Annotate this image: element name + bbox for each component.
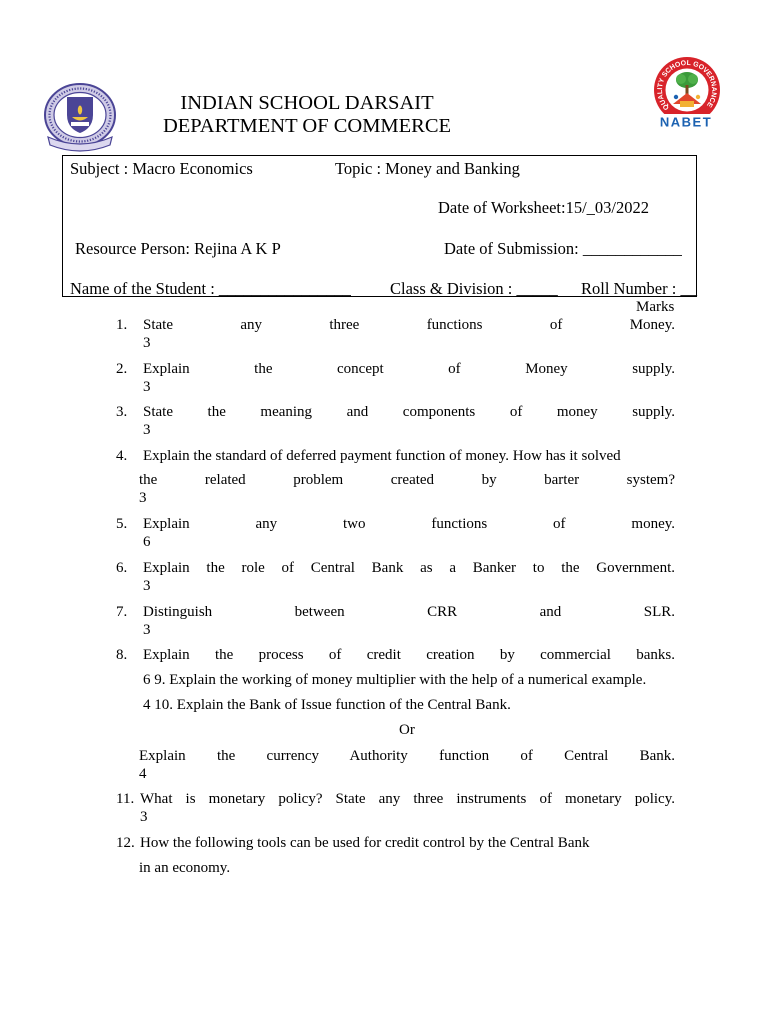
nabet-house-body xyxy=(680,101,694,107)
question-marks: 3 xyxy=(139,490,147,506)
class-division-field: Class & Division : _____ xyxy=(390,279,558,298)
question-number: 8. xyxy=(116,647,128,663)
question-text: Explain the standard of deferred payment function of money. How has it solved xyxy=(143,448,621,464)
question-4 xyxy=(0,447,768,507)
nabet-child-figure-yellow xyxy=(696,95,700,99)
question-3 xyxy=(0,403,768,439)
worksheet-info-box xyxy=(62,155,697,297)
alternative-question xyxy=(0,721,768,783)
question-number: 2. xyxy=(116,361,128,377)
question-text: State the meaning and components of money supply. xyxy=(143,404,675,420)
question-6 xyxy=(0,559,768,595)
question-number: 6. xyxy=(116,560,128,576)
question-5 xyxy=(0,515,768,551)
question-marks: 4 xyxy=(139,766,147,782)
question-8 xyxy=(0,646,768,714)
roll-number-field: Roll Number : __ xyxy=(581,279,697,298)
question-11 xyxy=(0,790,768,826)
nabet-ring-text-path: QUALITY SCHOOL GOVERNANCE xyxy=(656,59,718,111)
or-label: Or xyxy=(399,722,415,738)
question-12 xyxy=(0,834,768,877)
date-of-submission: Date of Submission: ____________ xyxy=(444,239,682,258)
marks-header: Marks xyxy=(636,299,675,315)
question-marks: 3 xyxy=(143,622,151,638)
question-number: 5. xyxy=(116,516,128,532)
question-text-continued: in an economy. xyxy=(139,860,231,876)
nabet-child-figure-blue xyxy=(674,95,678,99)
question-text-continued: 4 10. Explain the Bank of Issue function of the Central Bank. xyxy=(143,697,511,713)
date-of-worksheet: Date of Worksheet:15/_03/2022 xyxy=(438,198,649,217)
question-number: 1. xyxy=(116,317,128,333)
question-text-continued: 6 9. Explain the working of money multiplier with the help of a numerical example. xyxy=(143,672,647,688)
nabet-logo-icon xyxy=(636,54,736,134)
topic-label: Topic : Money and Banking xyxy=(335,159,520,178)
student-name-field: Name of the Student : ________________ xyxy=(70,279,351,298)
question-marks: 3 xyxy=(143,578,151,594)
department-name: DEPARTMENT OF COMMERCE xyxy=(162,115,452,137)
question-number: 7. xyxy=(116,604,128,620)
question-marks: 3 xyxy=(143,379,151,395)
nabet-wordmark: NABET xyxy=(659,114,713,130)
question-number: 4. xyxy=(116,448,128,464)
question-number: 12. xyxy=(116,835,135,851)
question-7 xyxy=(0,603,768,639)
question-marks: 3 xyxy=(143,335,151,351)
nabet-tree-leaf-right xyxy=(688,74,698,84)
question-text: Explain the currency Authority function of Central Bank. xyxy=(139,748,675,764)
question-marks: 3 xyxy=(140,809,148,825)
resource-person: Resource Person: Rejina A K P xyxy=(75,239,281,258)
question-text: What is monetary policy? State any three instruments of monetary policy. xyxy=(140,791,675,807)
question-number: 11. xyxy=(116,791,135,807)
question-marks: 6 xyxy=(143,534,151,550)
crest-lamp-flame xyxy=(78,106,82,115)
question-text: Explain the role of Central Bank as a Banker to the Government. xyxy=(143,560,675,576)
question-marks: 3 xyxy=(143,422,151,438)
question-2 xyxy=(0,360,768,396)
question-text: Explain the concept of Money supply. xyxy=(143,361,675,377)
question-1 xyxy=(0,316,768,352)
nabet-tree-leaf-left xyxy=(676,74,686,84)
question-text: Explain the process of credit creation by commercial banks. xyxy=(143,647,675,663)
question-text: Explain any two functions of money. xyxy=(143,516,675,532)
question-text: Distinguish between CRR and SLR. xyxy=(143,604,675,620)
question-text: How the following tools can be used for credit control by the Central Bank xyxy=(140,835,590,851)
question-text-continued: the related problem created by barter system? xyxy=(139,472,675,488)
subject-label: Subject : Macro Economics xyxy=(70,159,253,178)
question-number: 3. xyxy=(116,404,128,420)
crest-book xyxy=(71,122,89,126)
school-name: INDIAN SCHOOL DARSAIT xyxy=(180,92,434,114)
question-text: State any three functions of Money. xyxy=(143,317,675,333)
